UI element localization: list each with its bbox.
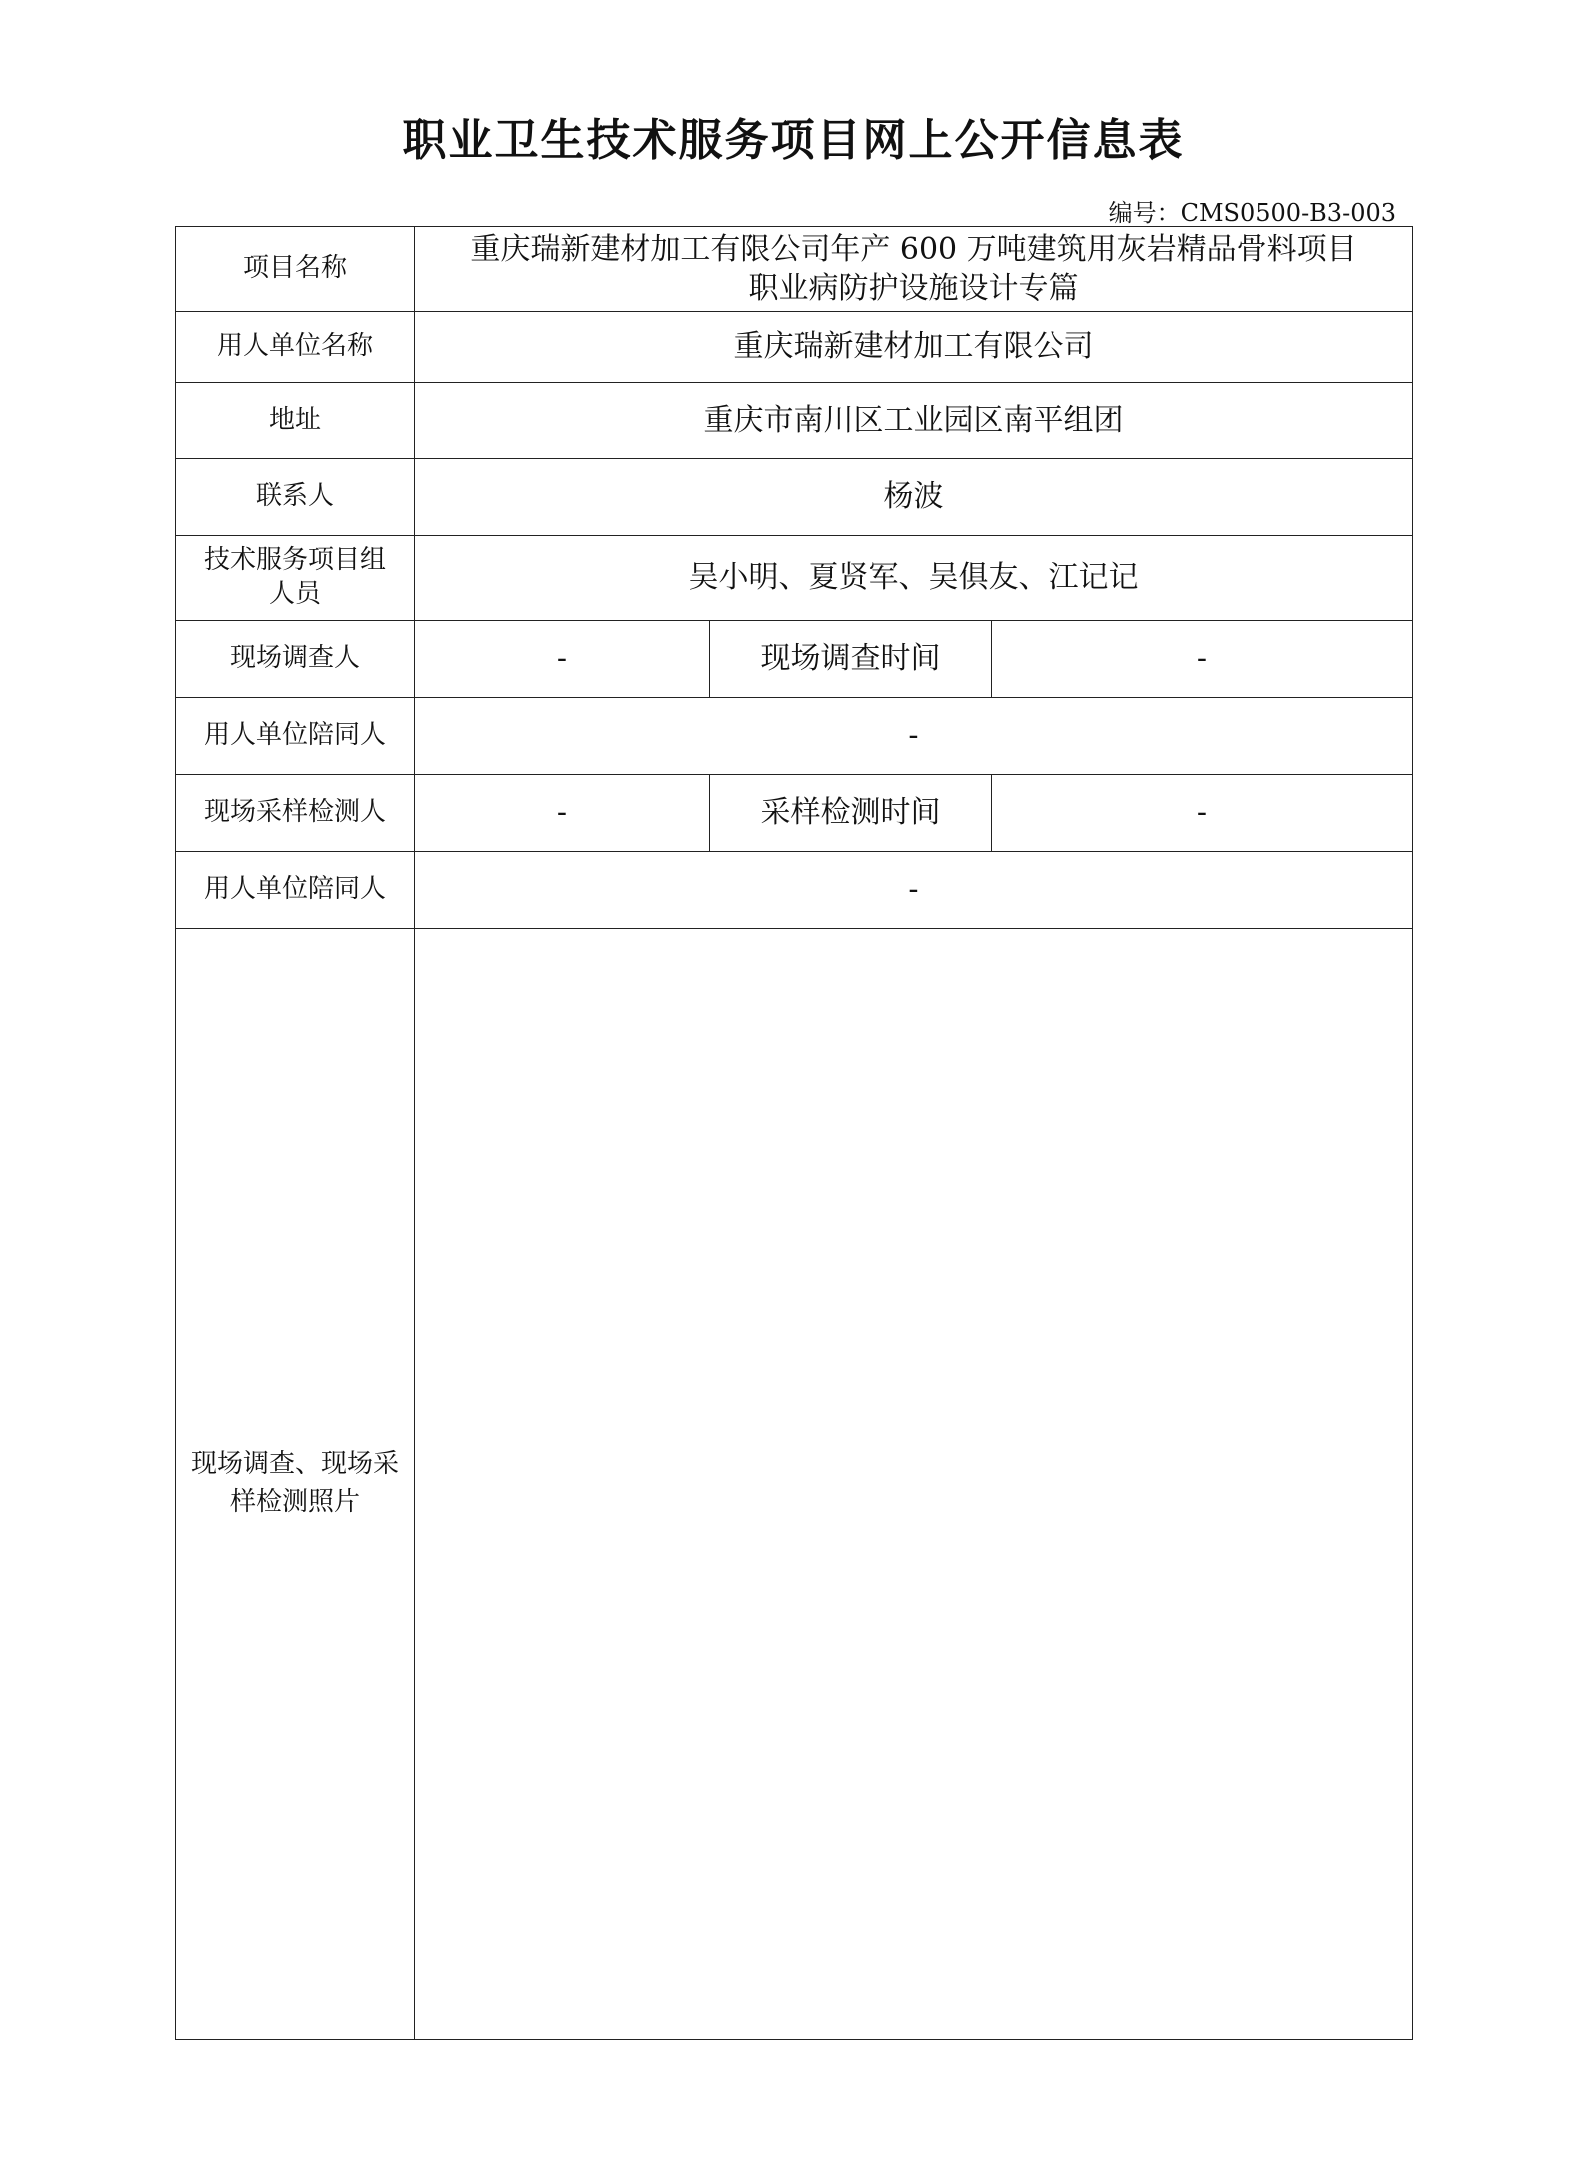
row-project-name (176, 227, 1413, 312)
row-sampling-escort (176, 852, 1413, 929)
label-photos-line1: 现场调查、现场采 (190, 1449, 399, 1480)
label-team-members-line1: 技术服务项目组 (203, 545, 386, 576)
row-survey-escort (176, 698, 1413, 775)
row-employer-name (176, 312, 1413, 383)
value-site-survey-time: - (992, 621, 1413, 698)
value-sampling-escort: - (415, 852, 1413, 929)
row-photos (176, 929, 1413, 2040)
label-sampling: 现场采样检测人 (176, 775, 415, 852)
value-address: 重庆市南川区工业园区南平组团 (415, 383, 1413, 459)
label-team-members-line2: 人员 (268, 579, 321, 609)
value-employer-name: 重庆瑞新建材加工有限公司 (415, 312, 1413, 383)
label-project-name: 项目名称 (176, 227, 415, 312)
value-sampling: - (415, 775, 710, 852)
label-sampling-time: 采样检测时间 (710, 775, 992, 852)
label-photos (176, 929, 415, 2040)
value-site-survey: - (415, 621, 710, 698)
value-project-name-line1: 重庆瑞新建材加工有限公司年产 600 万吨建筑用灰岩精品骨料项目 (470, 232, 1357, 267)
label-sampling-escort: 用人单位陪同人 (176, 852, 415, 929)
row-contact (176, 459, 1413, 536)
value-project-name (415, 227, 1413, 312)
label-photos-line2: 样检测照片 (229, 1487, 360, 1517)
value-contact: 杨波 (415, 459, 1413, 536)
row-sampling (176, 775, 1413, 852)
value-survey-escort: - (415, 698, 1413, 775)
label-site-survey: 现场调查人 (176, 621, 415, 698)
label-address: 地址 (176, 383, 415, 459)
page-title: 职业卫生技术服务项目网上公开信息表 (402, 115, 1185, 166)
value-project-name-line2: 职业病防护设施设计专篇 (748, 271, 1079, 306)
info-table (175, 226, 1413, 2040)
label-contact: 联系人 (176, 459, 415, 536)
photos-area (415, 929, 1413, 2040)
label-employer-name: 用人单位名称 (176, 312, 415, 383)
label-team-members (176, 536, 415, 621)
label-site-survey-time: 现场调查时间 (710, 621, 992, 698)
row-site-survey (176, 621, 1413, 698)
row-address (176, 383, 1413, 459)
label-survey-escort: 用人单位陪同人 (176, 698, 415, 775)
value-sampling-time: - (992, 775, 1413, 852)
row-team-members (176, 536, 1413, 621)
value-team-members: 吴小明、夏贤军、吴俱友、江记记 (415, 536, 1413, 621)
document-number: 编号：CMS0500-B3-003 (1108, 199, 1396, 227)
